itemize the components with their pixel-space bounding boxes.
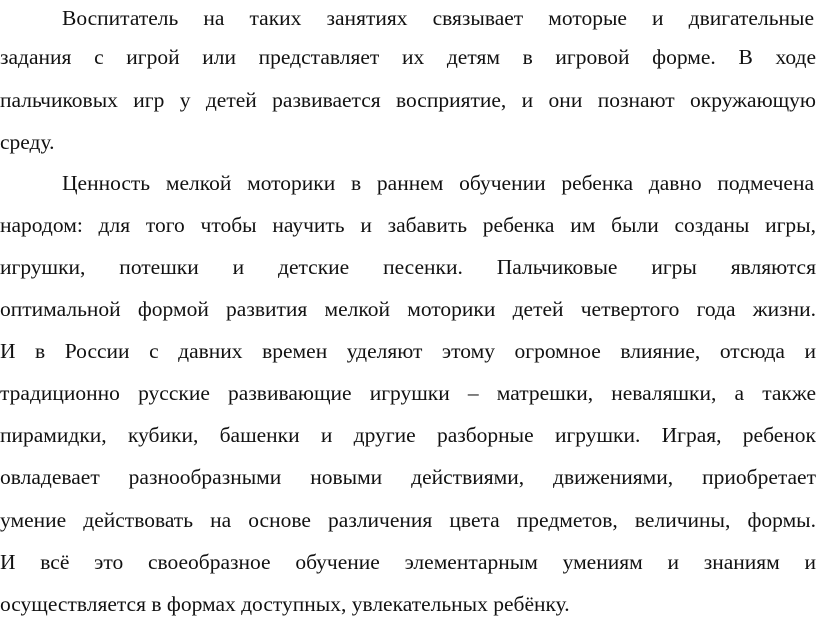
text-line: игрушки, потешки и детские песенки. Пальчиковые игры являются	[0, 255, 816, 279]
text-line: задания с игрой или представляет их детям в игровой форме. В ходе	[0, 45, 816, 69]
text-line: оптимальной формой развития мелкой моторики детей четвертого года жизни.	[0, 297, 816, 321]
text-line: умение действовать на основе различения цвета предметов, величины, формы.	[0, 508, 816, 532]
text-line: Воспитатель на таких занятиях связывает моторые и двигательные	[62, 6, 814, 30]
text-line: И всё это своеобразное обучение элементарным умениям и знаниям и	[0, 550, 816, 574]
text-line: традиционно русские развивающие игрушки – матрешки, неваляшки, а также	[0, 381, 816, 405]
text-line: Ценность мелкой моторики в раннем обучении ребенка давно подмечена	[62, 171, 814, 195]
text-line: среду.	[0, 130, 55, 154]
text-line: пальчиковых игр у детей развивается восприятие, и они познают окружающую	[0, 88, 816, 112]
text-line: народом: для того чтобы научить и забавить ребенка им были созданы игры,	[0, 213, 816, 237]
text-line: осуществляется в формах доступных, увлекательных ребёнку.	[0, 592, 570, 616]
text-line: овладевает разнообразными новыми действиями, движениями, приобретает	[0, 465, 816, 489]
text-line: И в России с давних времен уделяют этому огромное влияние, отсюда и	[0, 339, 816, 363]
text-line: пирамидки, кубики, башенки и другие разборные игрушки. Играя, ребенок	[0, 423, 816, 447]
